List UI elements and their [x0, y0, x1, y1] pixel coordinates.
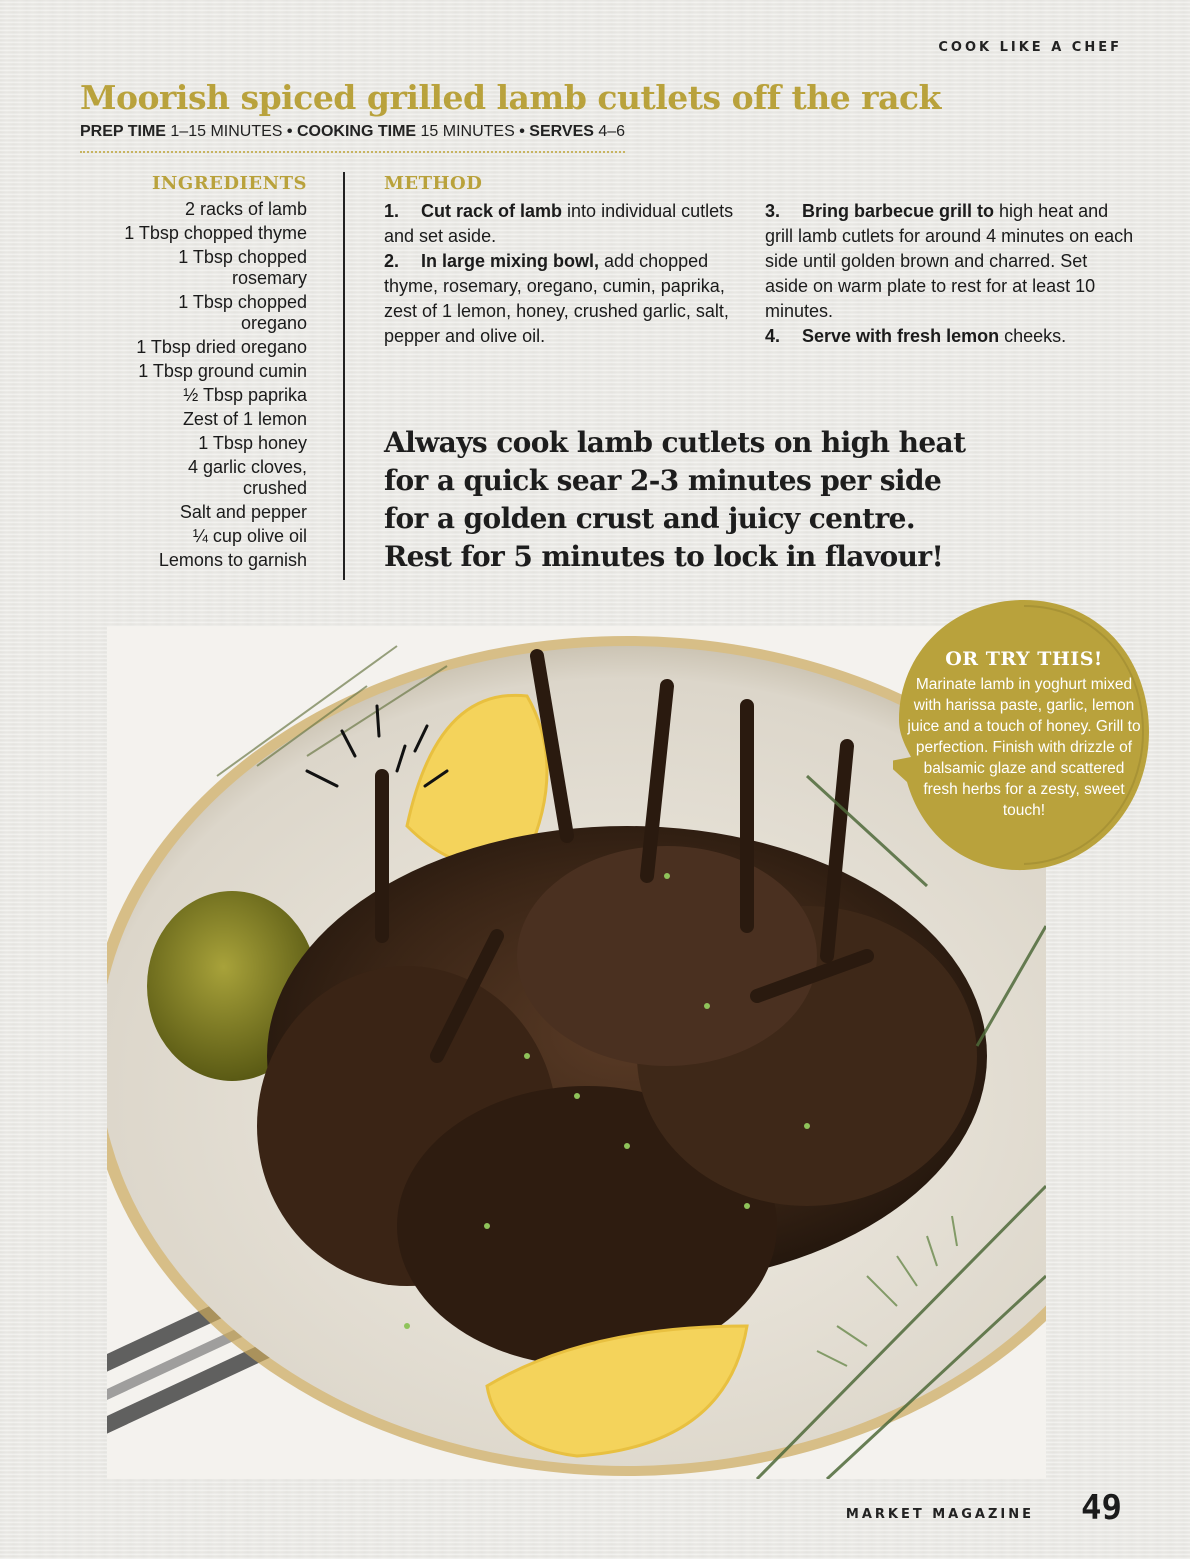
ingredient-item: 1 Tbsp chopped thyme: [124, 223, 307, 243]
step-number: 3.: [765, 201, 781, 221]
ingredient-item: 4 garlic cloves, crushed: [187, 457, 307, 498]
recipe-title: Moorish spiced grilled lamb cutlets off the rack: [80, 78, 941, 117]
method-step: [384, 249, 749, 349]
recipe-meta: [80, 123, 625, 141]
method-step: [384, 199, 749, 249]
ingredient-item: 1 Tbsp chopped rosemary: [178, 247, 307, 288]
badge-body: Marinate lamb in yoghurt mixed with harissa paste, garlic, lemon juice and a touch of honey. Grill to perfection. Finish with drizzle of balsamic glaze and scattered fresh herbs for a zesty, sweet touch!: [907, 676, 1141, 819]
step-text: cheeks.: [999, 326, 1067, 346]
ingredient-item: Zest of 1 lemon: [182, 409, 307, 429]
step-lead: Serve with fresh lemon: [802, 326, 1000, 346]
ingredients-heading: INGREDIENTS: [151, 173, 307, 194]
ingredient-item: 1 Tbsp honey: [198, 433, 307, 453]
method-column-right: [765, 199, 1135, 349]
step-lead: Cut rack of lamb: [421, 201, 563, 221]
step-text: into individual cutlets and set aside.: [384, 201, 734, 246]
ingredient-item: 1 Tbsp dried oregano: [136, 337, 307, 357]
serves-label: SERVES: [529, 123, 594, 140]
ingredient-item: 1 Tbsp chopped oregano: [178, 292, 307, 333]
badge-title: OR TRY THIS!: [945, 648, 1103, 670]
chef-tip-pullquote: Always cook lamb cutlets on high heat for a quick sear 2-3 minutes per side for a golden crust and juicy centre. Rest for 5 minutes to lock in flavour!: [384, 426, 966, 573]
prep-time-label: PREP TIME: [80, 123, 166, 140]
method-heading: METHOD: [384, 173, 483, 194]
step-lead: In large mixing bowl,: [421, 251, 600, 271]
meta-separator: •: [519, 123, 525, 140]
ingredient-item: 1 Tbsp ground cumin: [138, 361, 307, 381]
section-kicker: COOK LIKE A CHEF: [938, 40, 1122, 55]
method-column-left: [384, 199, 749, 349]
magazine-name: MARKET MAGAZINE: [845, 1507, 1034, 1522]
column-divider: [343, 172, 345, 580]
ingredient-item: 2 racks of lamb: [184, 199, 307, 219]
serves-value: 4–6: [598, 123, 626, 140]
cooking-time-label: COOKING TIME: [296, 123, 417, 140]
tip-badge: [893, 648, 1155, 821]
step-number: 1.: [384, 201, 400, 221]
step-number: 2.: [384, 251, 400, 271]
method-step: [765, 324, 1135, 349]
cooking-time-value: 15 MINUTES: [420, 123, 515, 140]
meta-separator: •: [286, 123, 293, 140]
ingredient-item: ½ Tbsp paprika: [183, 385, 307, 405]
method-step: [765, 199, 1135, 324]
step-text: high heat and grill lamb cutlets for around 4 minutes on each side until golden brown and charred. Set aside on warm plate to rest for at least 10 minutes.: [765, 201, 1134, 321]
step-number: 4.: [765, 326, 781, 346]
dotted-divider: [80, 151, 625, 153]
page-number: 49: [1081, 1488, 1122, 1528]
step-text: add chopped thyme, rosemary, oregano, cumin, paprika, zest of 1 lemon, honey, crushed garlic, salt, pepper and olive oil.: [384, 251, 729, 346]
step-lead: Bring barbecue grill to: [802, 201, 995, 221]
prep-time-value: 1–15 MINUTES: [170, 123, 283, 140]
ingredients-list: [67, 199, 307, 574]
ingredient-item: ¼ cup olive oil: [192, 526, 307, 546]
ingredient-item: Salt and pepper: [179, 502, 307, 522]
ingredient-item: Lemons to garnish: [158, 550, 307, 570]
